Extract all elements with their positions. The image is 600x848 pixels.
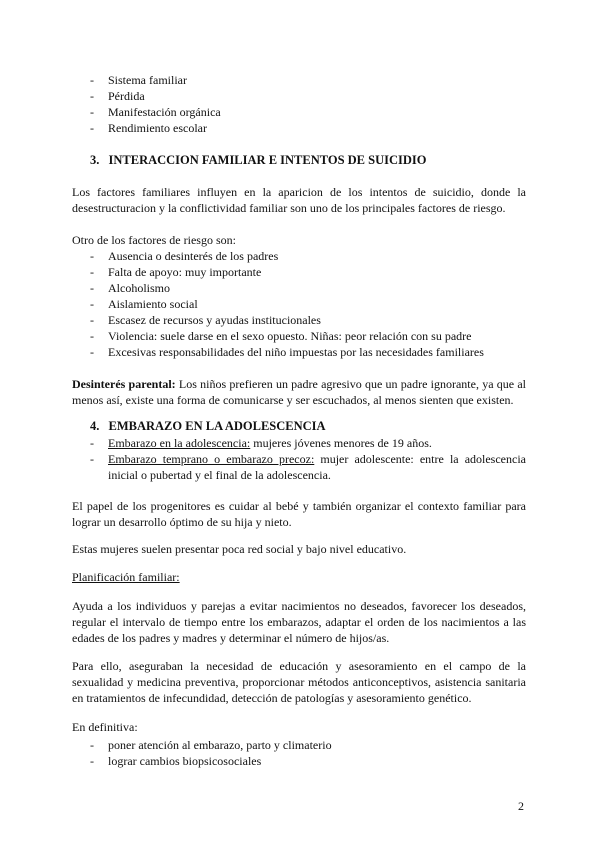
paragraph-line: en tratamientos de infecundidad, detección de patologías y asesoramiento genético. <box>72 691 472 705</box>
paragraph-line: menos así, existe una forma de comunicarse y ser escuchados, al menos sienten que existen. <box>72 393 514 407</box>
list-item: - Escasez de recursos y ayudas institucionales <box>90 313 321 327</box>
list-item: - Aislamiento social <box>90 297 198 311</box>
parental-label: Desinterés parental: <box>72 377 176 391</box>
page-number: 2 <box>518 799 524 813</box>
list-item: - Embarazo temprano o embarazo precoz: mujer adolescente: entre la adolescencia <box>90 452 526 466</box>
section-4-heading: 4. EMBARAZO EN LA ADOLESCENCIA <box>90 419 326 433</box>
summary-intro: En definitiva: <box>72 720 138 734</box>
list-item: - Sistema familiar <box>90 73 187 87</box>
list-item: - Pérdida <box>90 89 145 103</box>
list-item: - Manifestación orgánica <box>90 105 221 119</box>
list-item: - Excesivas responsabilidades del niño impuestas por las necesidades familiares <box>90 345 484 359</box>
paragraph-line: Ayuda a los individuos y parejas a evitar nacimientos no deseados, favorecer los deseados, <box>72 599 526 613</box>
risk-intro: Otro de los factores de riesgo son: <box>72 233 236 247</box>
list-item: - lograr cambios biopsicosociales <box>90 754 262 768</box>
paragraph-line: regular el intervalo de tiempo entre los embarazos, adaptar el orden de los nacimientos a las <box>72 615 526 629</box>
paragraph-line: sexualidad y medicina preventiva, proporcionar métodos anticonceptivos, asistencia sanitaria <box>72 675 526 689</box>
paragraph-line: Para ello, aseguraban la necesidad de educación y asesoramiento en el campo de la <box>72 659 526 673</box>
list-item: - Ausencia o desinterés de los padres <box>90 249 279 263</box>
paragraph-line: desestructuracion y la conflictividad familiar son uno de los principales factores de riesgo. <box>72 201 506 215</box>
paragraph-line: edades de los padres y madres y determinar el número de hijos/as. <box>72 631 390 645</box>
list-item: - Rendimiento escolar <box>90 121 207 135</box>
list-item: - Violencia: suele darse en el sexo opuesto. Niñas: peor relación con su padre <box>90 329 472 343</box>
paragraph-line: El papel de los progenitores es cuidar al bebé y también organizar el contexto familiar para <box>72 499 526 513</box>
planning-heading: Planificación familiar: <box>72 570 180 584</box>
paragraph-line: Desinterés parental: Los niños prefieren un padre agresivo que un padre ignorante, ya que al <box>72 377 526 391</box>
list-item: - poner atención al embarazo, parto y climaterio <box>90 738 332 752</box>
list-item: - Falta de apoyo: muy importante <box>90 265 262 279</box>
paragraph-line: lograr un desarrollo óptimo de su hija y nieto. <box>72 515 292 529</box>
list-item-continuation: inicial o pubertad y el final de la adolescencia. <box>108 468 331 482</box>
list-item: - Embarazo en la adolescencia: mujeres jóvenes menores de 19 años. <box>90 436 432 450</box>
list-item: - Alcoholismo <box>90 281 170 295</box>
paragraph-line: Los factores familiares influyen en la aparicion de los intentos de suicidio, donde la <box>72 185 526 199</box>
paragraph-line: Estas mujeres suelen presentar poca red social y bajo nivel educativo. <box>72 542 407 556</box>
section-3-heading: 3. INTERACCION FAMILIAR E INTENTOS DE SUICIDIO <box>90 153 427 167</box>
